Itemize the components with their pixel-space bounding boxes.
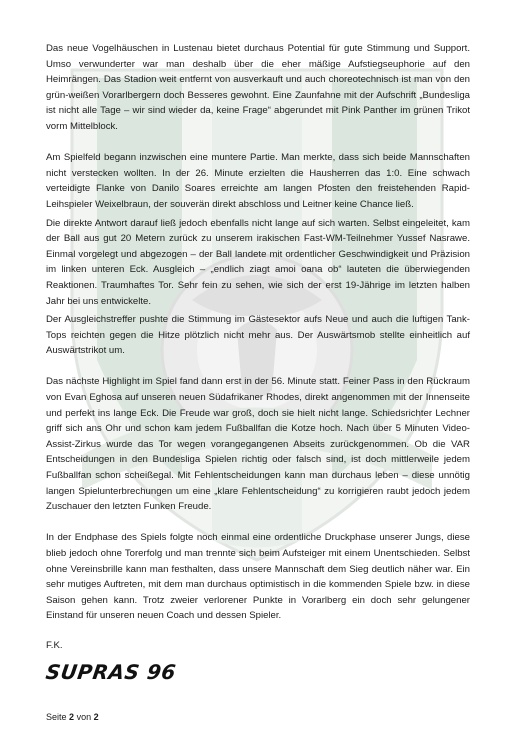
paragraph-endphase: In der Endphase des Spiels folgte noch einmal eine ordentliche Druckphase unserer Jungs, diese blieb jedoch ohne Torerfolg und man trennte sich beim Aufsteiger mit einem Unentschieden. Selbst ohne Vereinsbrille kann man festhalten, dass unsere Mannschaft dem Sieg deutlich näher war. Ein sehr mutiges Auftreten, mit dem man durchaus optimistisch in die kommenden Spiele bzw. in diese Saison gehen kann. Trotz zweier verlorener Punkte in Vorarlberg ein doch sehr gelungener Einstand für unseren neuen Coach und dessen Spieler. [46, 532, 470, 622]
paragraph-var: Das nächste Highlight im Spiel fand dann erst in der 56. Minute statt. Feiner Pass in den Rückraum von Evan Eghosa auf unseren neuen Südafrikaner Rhodes, direkt angenommen mit der Innenseite und perfekt ins lange Eck. Die Freude war groß, doch sie hielt nicht lange. Schiedsrichter Lechner griff sich ans Ohr und schon kam jedem Fußballfan die Kotze hoch. Nach über 5 Minuten Video-Assist-Zirkus wurde das Tor wegen vorangegangenen Abseits zurückgenommen. Ob die VAR Entscheidungen in den Bundesliga Spielen richtig oder falsch sind, ist doch mittlerweile jedem Fußballfan schon scheißegal. Mit Fehlentscheidungen kann man durchaus leben – diese unnötig langen Spielunterbrechungen um eine „klare Fehlentscheidung“ zu korrigieren raubt jedoch jedem Zuschauer den letzten Funken Freude. [46, 376, 470, 513]
paragraph-equalizer: Die direkte Antwort darauf ließ jedoch ebenfalls nicht lange auf sich warten. Selbst eingeleitet, kam der Ball aus gut 20 Metern zurück zu unserem irakischen Fast-WM-Teilnehmer Yussef Nasrawe. Einmal vorgelegt und abgezogen – der Ball landete mit ordentlicher Geschwindigkeit und Präzision im linken unteren Eck. Ausgleich – „endlich ziagt amoi oana ob“ lauteten die überwiegenden Reaktionen. Traumhaftes Tor. Sehr fein zu sehen, wie sich der erst 19-Jährige im letzten halben Jahr bei uns entwickelte. [46, 217, 470, 307]
page-total: 2 [93, 712, 99, 722]
page-current: 2 [69, 712, 75, 722]
paragraph-away-sector: Der Ausgleichstreffer pushte die Stimmung im Gästesektor aufs Neue und auch die luftigen Tank-Tops reichten gegen die Hitze plötzlich nicht mehr aus. Der Auswärtsmob stellte einheitlich auf Auswärtstrikot um. [46, 314, 470, 357]
logo-text: SUPRAS 96 [44, 659, 178, 684]
author-signature: F.K. [46, 639, 63, 651]
article-body [46, 41, 470, 684]
paragraph-stadium: Das neue Vogelhäuschen in Lustenau bietet durchaus Potential für gute Stimmung und Support. Umso verwunderter war man deshalb über die eher mäßige Aufstiegseuphorie auf den Heimrängen. Das Stadion weit entfernt von ausverkauft und auch choreotechnisch ist man von den grün-weißen Vorarlbergern doch Besseres gewohnt. Eine Zaunfahne mit der Aufschrift „Bundesliga ist nicht alle Tage – wir sind wieder da, keine Frage“ abgerundet mit Pink Panther im grünen Trikot vorm Mittelblock. [46, 43, 470, 132]
paragraph-first-goal: Am Spielfeld begann inzwischen eine muntere Partie. Man merkte, dass sich beide Mannschaften nicht verstecken wollten. In der 26. Minute erzielten die Hausherren das 1:0. Eine schwach verteidigte Flanke von Danilo Soares erreichte am langen Pfosten den freistehenden Rapid-Leihspieler Weixelbraun, der souverän direkt abschloss und Leitner keine Chance ließ. [46, 152, 470, 210]
page-middle: von [76, 712, 92, 722]
supras-logo [46, 660, 470, 684]
page-number [46, 712, 99, 722]
page-prefix: Seite [46, 712, 67, 722]
